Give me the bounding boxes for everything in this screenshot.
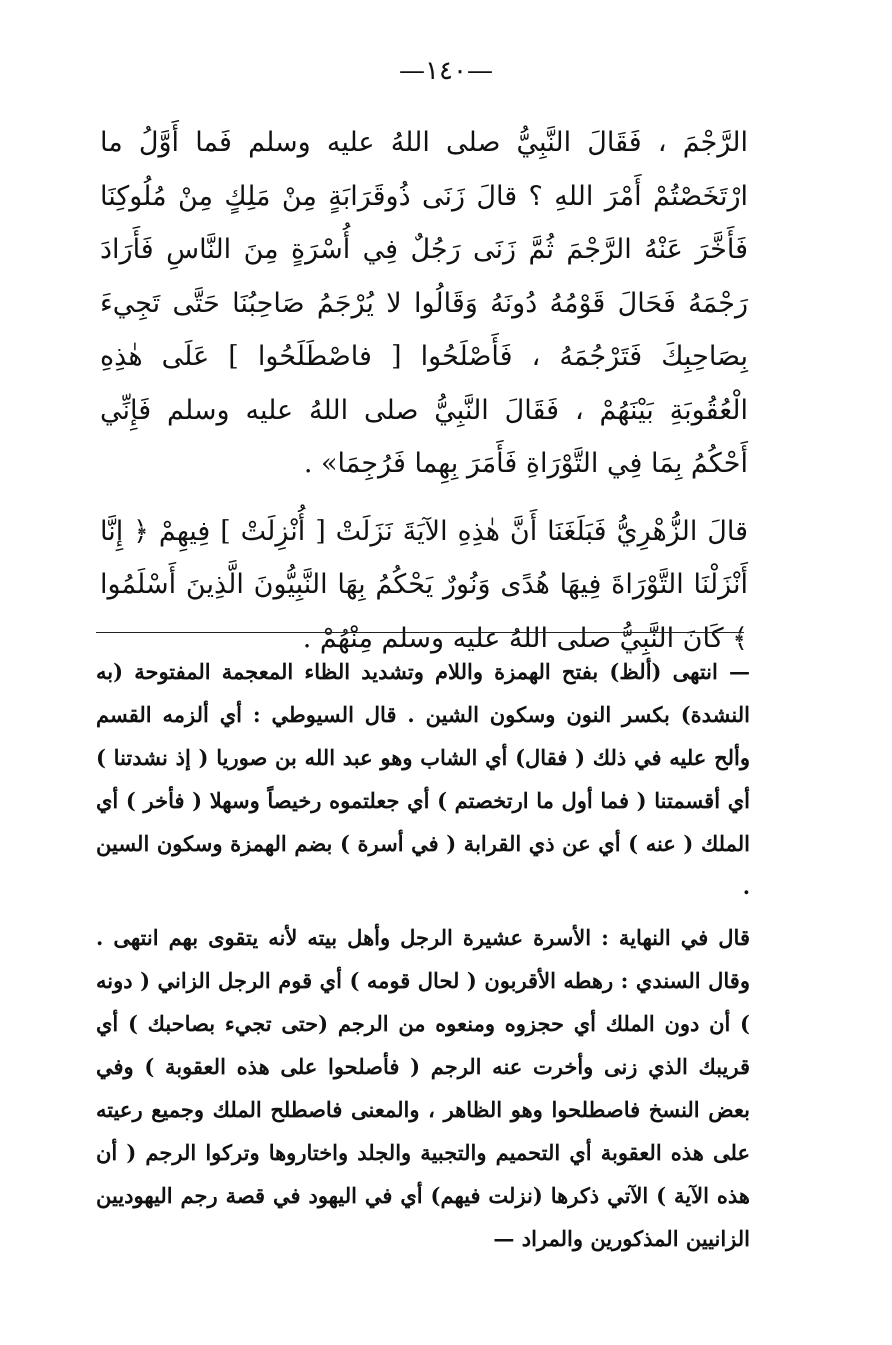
main-paragraph: قالَ الزُّهْرِيُّ فَبَلَغَنَا أَنَّ هٰذِهِ الآيَةَ نَزَلَتْ [ أُنْزِلَتْ ] فِيهِمْ ﴿ إِنَّا أَنْزَلْنَا التَّوْرَاةَ فِيهَا هُدًى وَنُورٌ يَحْكُمُ بِهَا النَّبِيُّونَ الَّذِينَ أَسْلَمُوا ﴾ كَانَ النَّبِيُّ صلى اللهُ عليه وسلم مِنْهُمْ . <box>100 515 748 654</box>
footnote-paragraph: — انتهى (ألظ) بفتح الهمزة واللام وتشديد الظاء المعجمة المفتوحة (به النشدة) بكسر النون وسكون الشين . قال السيوطي : أي ألزمه القسم وألح عليه في ذلك ( فقال) أي الشاب وهو عبد الله بن صوريا ( إذ نشدتنا ) أي أقسمتنا ( فما أول ما ارتخصتم ) أي جعلتموه رخيصاً وسهلا ( فأخر ) أي الملك ( عنه ) أي عن ذي القرابة ( في أسرة ) بضم الهمزة وسكون السين . <box>96 659 750 899</box>
footnote-divider <box>96 632 744 633</box>
footnotes <box>96 650 750 1260</box>
main-paragraph: الرَّجْمَ ، فَقَالَ النَّبِيُّ صلى اللهُ عليه وسلم فَما أَوَّلُ ما ارْتَخَصْتُمْ أَمْرَ اللهِ ؟ قالَ زَنَى ذُوقَرَابَةٍ مِنْ مَلِكٍ مِنْ مُلُوكِنَا فَأَخَّرَ عَنْهُ الرَّجْمَ ثُمَّ زَنَى رَجُلٌ فِي أُسْرَةٍ مِنَ النَّاسِ فَأَرَادَ رَجْمَهُ فَحَالَ قَوْمُهُ دُونَهُ وَقَالُوا لا يُرْجَمُ صَاحِبُنَا حَتَّى تَجِيءَ بِصَاحِبِكَ فَتَرْجُمَهُ ، فَأَصْلَحُوا [ فاصْطَلَحُوا ] عَلَى هٰذِهِ الْعُقُوبَةِ بَيْنَهُمْ ، فَقَالَ النَّبِيُّ صلى اللهُ عليه وسلم فَإِنِّي أَحْكُمُ بِمَا فِي التَّوْرَاةِ فَأَمَرَ بِهِما فَرُجِمَا» . <box>100 127 748 479</box>
main-text <box>100 116 748 665</box>
footnote-paragraph: قال في النهاية : الأسرة عشيرة الرجل وأهل بيته لأنه يتقوى بهم انتهى . وقال السندي : رهطه الأقربون ( لحال قومه ) أي قوم الرجل الزاني ( دونه ) أن دون الملك أي حجزوه ومنعوه من الرجم (حتى تجيء بصاحبك ) أي قريبك الذي زنى وأخرت عنه الرجم ( فأصلحوا على هذه العقوبة ) وفي بعض النسخ فاصطلحوا وهو الظاهر ، والمعنى فاصطلح الملك وجميع رعيته على هذه العقوبة أي التحميم والتجبية والجلد واختاروها وتركوا الرجم ( أن هذه الآية ) الآتي ذكرها (نزلت فيهم) أي في اليهود في قصة رجم اليهوديين الزانيين المذكورين والمراد — <box>96 925 750 1251</box>
page-number: —١٤٠— <box>399 56 493 86</box>
